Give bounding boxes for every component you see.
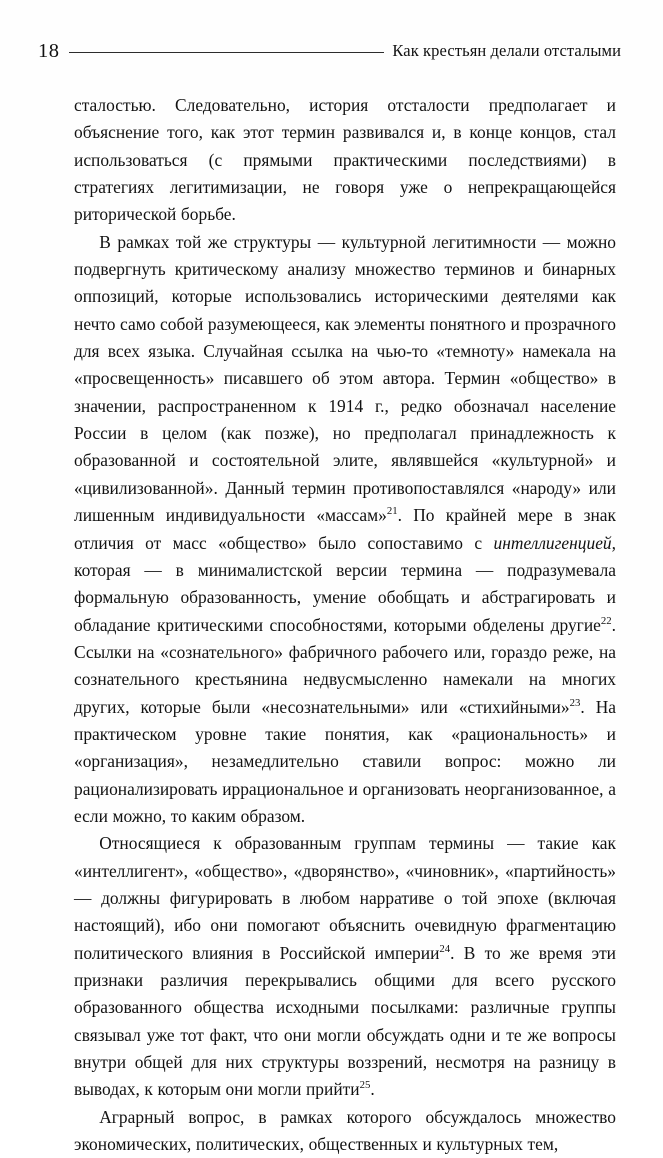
running-head (38, 38, 621, 64)
paragraph-2: В рамках той же структуры — культурной легитимности — можно подвергнуть критическому анализу множество терминов и бинарных оппозиций, которые использовались историческими деятелями как нечто само собой разумеющееся, как элементы понятного и прозрачного для всех языка. Случайная ссылка на чью-то «темноту» намекала на «просвещенность» писавшего об этом автора. Термин «общество» в значении, распространенном к 1914 г., редко обозначал население России в целом (как позже), но предполагал принадлежность к образованной и состоятельной элите, являвшейся «культурной» и «цивилизованной». Данный термин противопоставлялся «народу» или лишенным индивидуальности «массам»$^{21}$. По крайней мере в знак отличия от масс «общество» было сопоставимо с интеллигенцией, которая — в минималистской версии термина — подразумевала формальную образованность, умение обобщать и абстрагировать и обладание критическими способностями, которыми обделены другие$^{22}$. Ссылки на «сознательного» фабричного рабочего или, гораздо реже, на сознательного крестьянина недвусмысленно намекали на многих других, которые были «несознательными» или «стихийными»$^{23}$. На практическом уровне такие понятия, как «рациональность» и «организация», незамедлительно ставили вопрос: можно ли рационализировать иррациональное и организовать неорганизованное, а если можно, то каким образом. (74, 231, 616, 826)
page-number: 18 (38, 39, 60, 62)
running-title: Как крестьян делали отсталыми (392, 40, 621, 60)
footnote-marker: 25 (359, 1079, 371, 1092)
footnote-marker: 22 (600, 614, 612, 627)
italic-term: интеллигенцией, (493, 532, 616, 553)
paragraph-1: сталостью. Следовательно, история отсталости предполагает и объяснение того, как этот термин развивался и, в конце концов, стал использоваться (с прямыми практическими последствиями) в стратегиях легитимизации, не говоря уже о непрекращающейся риторической борьбе. (74, 95, 616, 225)
header-rule-divider (69, 52, 385, 53)
paragraph-3: Относящиеся к образованным группам термины — такие как «интеллигент», «общество», «дворянство», «чиновник», «партийность» — должны фигурировать в любом нарративе о той эпохе (включая настоящий), ибо они помогают объяснить очевидную фрагментацию политического влияния в Российской империи$^{24}$. В то же время эти признаки различия перекрывались общими для всего русского образованного общества исходными посылками: различные группы связывал уже тот факт, что они могли обсуждать одни и те же вопросы внутри общей для них структуры воззрений, несмотря на разницу в выводах, к которым они могли прийти$^{25}$. (74, 833, 617, 1100)
footnote-marker: 23 (569, 696, 581, 709)
paragraph-4: Аграрный вопрос, в рамках которого обсуждалось множество экономических, политических, общественных и культурных тем, (74, 1106, 616, 1155)
footnote-marker: 24 (439, 942, 451, 955)
body-text-block (74, 92, 616, 1158)
footnote-marker: 21 (386, 505, 398, 518)
